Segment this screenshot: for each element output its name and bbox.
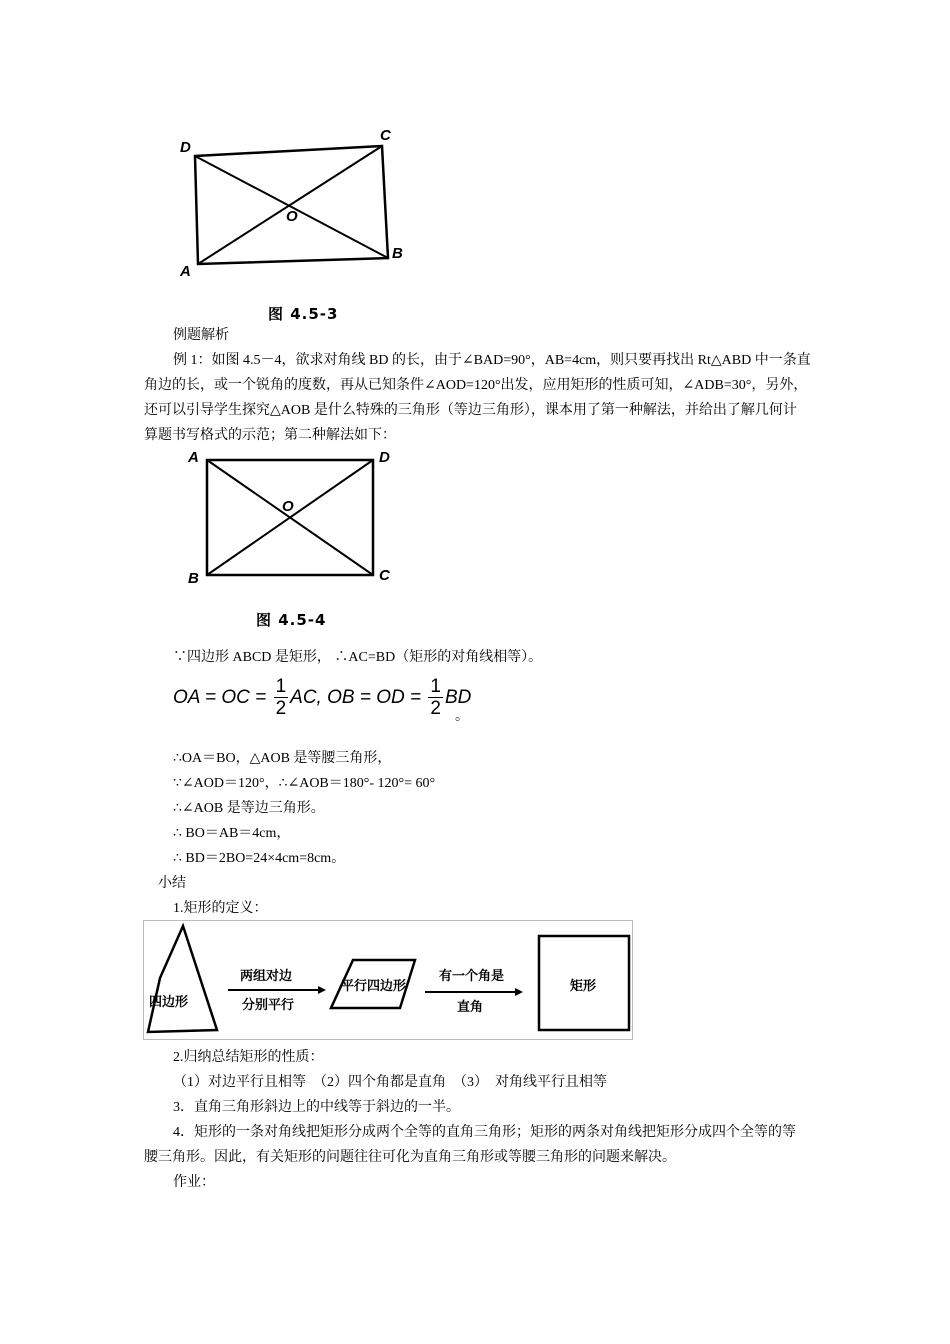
diagonal-ac	[198, 146, 382, 264]
proof-step-4: ∴ BO＝AB＝4cm，	[173, 826, 291, 841]
proof-formula	[173, 674, 471, 724]
formula-middle: AC, OB = OD =	[290, 687, 427, 708]
label-o: O	[286, 208, 298, 225]
example1-line-4: 算题书写格式的示范；第二种解法如下：	[144, 428, 396, 443]
label-d: D	[180, 139, 191, 156]
summary-item-3: 3．直角三角形斜边上的中线等于斜边的一半。	[173, 1100, 460, 1115]
example1-line-1: 例 1：如图 4.5－4，欲求对角线 BD 的长，由于∠BAD=90°，AB=4cm，则只要再找出 Rt△ABD 中一条直	[173, 353, 811, 368]
summary-item-2: 2.归纳总结矩形的性质：	[173, 1050, 324, 1065]
label-a: A	[180, 263, 191, 280]
figure-4-5-3	[170, 120, 420, 330]
formula-end-mark: 。	[455, 709, 469, 724]
rectangle-label: 矩形	[570, 979, 597, 994]
proof-line-1: ∵四边形 ABCD 是矩形， ∴AC=BD（矩形的对角线相等）。	[173, 650, 543, 665]
label-a: A	[188, 449, 199, 466]
example1-line-2: 角边的长，或一个锐角的度数，再从已知条件∠AOD=120°出发，应用矩形的性质可知，∠ADB=30°，另外，	[144, 378, 808, 393]
label-o: O	[282, 498, 294, 515]
arrow1-head	[318, 986, 326, 994]
quadrilateral-shape	[148, 926, 217, 1032]
fraction-numerator: 1	[430, 676, 441, 698]
arrow1-bottom-label: 分别平行	[242, 998, 295, 1013]
summary-item-1: 1.矩形的定义：	[173, 901, 268, 916]
arrow1-top-label: 两组对边	[240, 969, 293, 984]
proof-step-5: ∴ BD＝2BO=24×4cm=8cm。	[173, 851, 346, 866]
figure-4-5-3-caption: 图 4.5-3	[268, 305, 339, 323]
homework-label: 作业：	[173, 1175, 215, 1190]
proof-step-1: ∴OA＝BO，△AOB 是等腰三角形，	[173, 751, 392, 766]
proof-step-2: ∵∠AOD＝120°，∴∠AOB＝180°- 120°= 60°	[173, 776, 436, 791]
fraction-denominator: 2	[275, 698, 287, 720]
example1-line-3: 还可以引导学生探究△AOB 是什么特殊的三角形（等边三角形），课本用了第一种解法，并给出了解几何计	[144, 403, 797, 418]
diagonal-bd	[195, 156, 388, 258]
fraction-denominator: 2	[430, 698, 441, 720]
label-b: B	[188, 570, 199, 587]
formula-right: BD	[444, 687, 472, 708]
label-b: B	[392, 245, 403, 262]
fraction-one-half-1	[274, 676, 289, 719]
quadrilateral-label: 四边形	[149, 995, 189, 1010]
formula-left: OA = OC =	[173, 687, 272, 708]
summary-item-4-line-2: 腰三角形。因此，有关矩形的问题往往可化为直角三角形或等腰三角形的问题来解决。	[144, 1150, 676, 1165]
rectangle-definition-diagram	[143, 920, 635, 1042]
fraction-one-half-2	[428, 676, 443, 719]
arrow2-top-label: 有一个角是	[439, 969, 505, 984]
figure-4-5-4	[180, 445, 400, 590]
arrow2-head	[515, 988, 523, 996]
summary-item-4-line-1: 4．矩形的一条对角线把矩形分成两个全等的直角三角形；矩形的两条对角线把矩形分成四个全等的等	[173, 1125, 796, 1140]
arrow2-bottom-label: 直角	[457, 1000, 484, 1015]
label-d: D	[379, 449, 390, 466]
label-c: C	[379, 567, 390, 584]
fraction-numerator: 1	[275, 676, 287, 698]
proof-step-3: ∴∠AOB 是等边三角形。	[173, 801, 325, 816]
section-title: 例题解析	[173, 328, 229, 343]
summary-item-2-detail: （1）对边平行且相等 （2）四个角都是直角 （3） 对角线平行且相等	[173, 1075, 607, 1090]
figure-4-5-4-caption: 图 4.5-4	[256, 611, 327, 629]
parallelogram-label: 平行四边形	[341, 979, 407, 994]
label-c: C	[380, 127, 391, 144]
summary-title: 小结	[158, 876, 186, 891]
